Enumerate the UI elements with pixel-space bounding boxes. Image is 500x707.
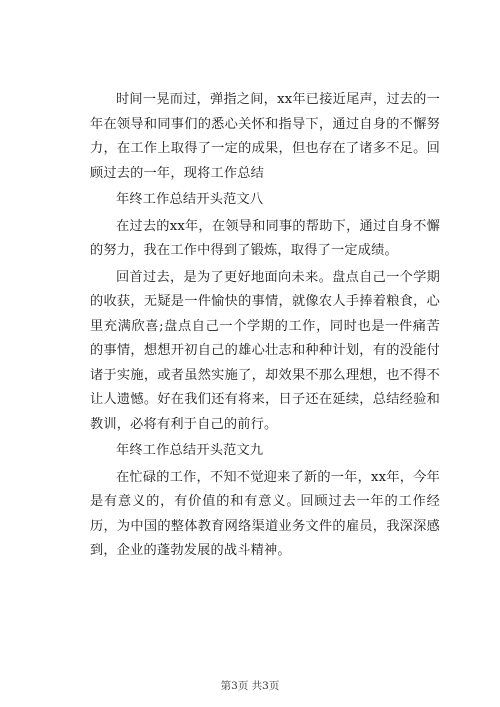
paragraph-eight-second: 回首过去，是为了更好地面向未来。盘点自己一个学期的收获，无疑是一件愉快的事情，就像农人手捧着粮食，心里充满欣喜;盘点自己一个学期的工作，同时也是一件痛苦的事情，想想开初自己的雄心壮志和种种计划，有的没能付诸于实施，或者虽然实施了，却效果不那么理想，也不得不让人遗憾。好在我们还有将来，日子还在延续，总结经验和教训，必将有利于自己的前行。 [90, 269, 440, 432]
page-footer: 第3页 共3页 [220, 680, 280, 692]
paragraph-eight-first: 在过去的xx年，在领导和同事的帮助下，通过自身不懈的努力，我在工作中得到了锻炼，取得了一定成绩。 [90, 218, 440, 258]
document-body [90, 88, 440, 564]
section-heading-eight: 年终工作总结开头范文八 [116, 192, 264, 207]
paragraph-intro: 时间一晃而过，弹指之间，xx年已接近尾声，过去的一年在领导和同事们的悉心关怀和指导下，通过自身的不懈努力，在工作上取得了一定的成果，但也存在了诸多不足。回顾过去的一年，现将工作总结 [90, 92, 440, 181]
paragraph-nine: 在忙碌的工作，不知不觉迎来了新的一年，xx年，今年是有意义的，有价值的和有意义。回顾过去一年的工作经历，为中国的整体教育网络渠道业务文件的雇员，我深深感到，企业的蓬勃发展的战斗精神。 [90, 469, 440, 558]
section-heading-nine: 年终工作总结开头范文九 [116, 443, 264, 458]
